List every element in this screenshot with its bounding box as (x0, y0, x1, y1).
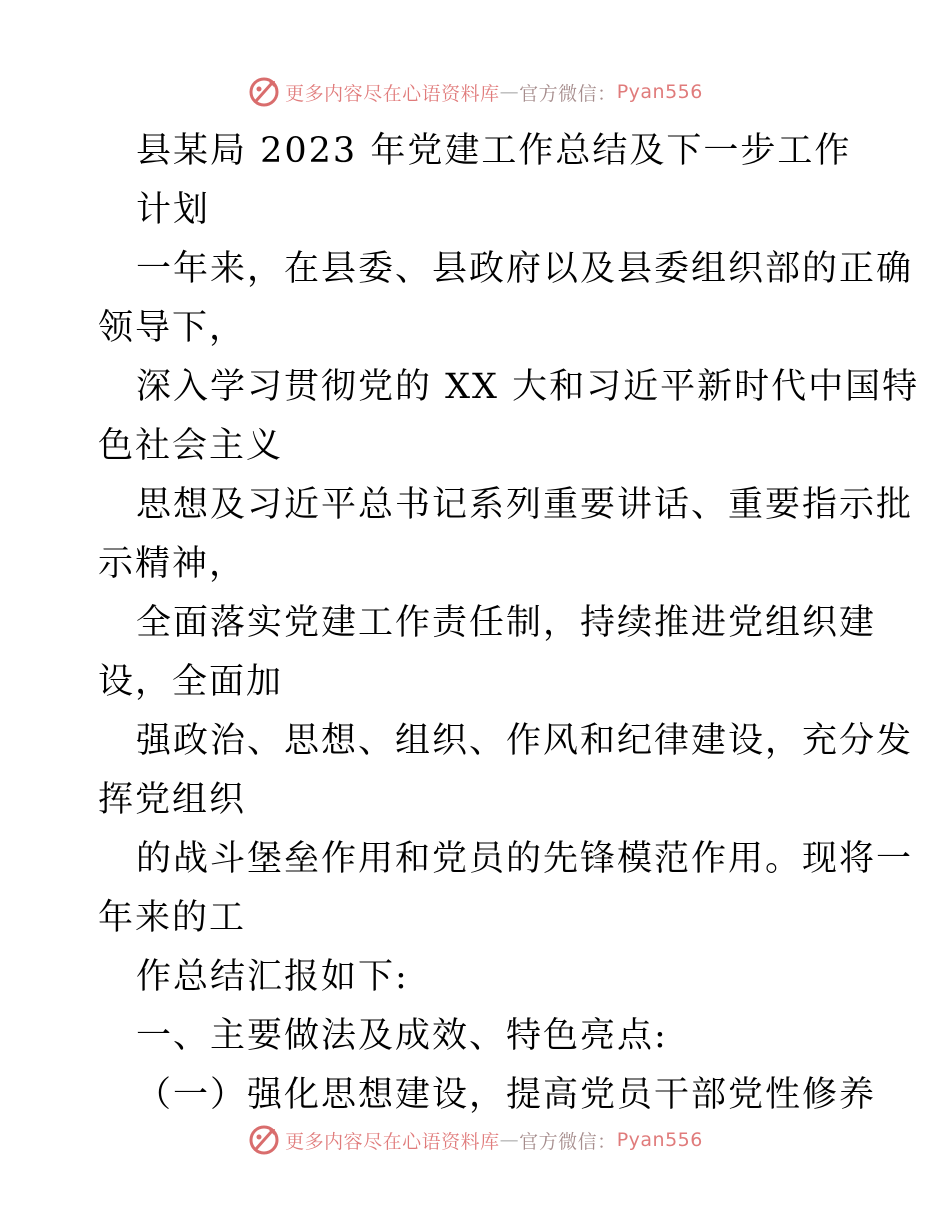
footer-separator: — (499, 1129, 520, 1151)
subsection-heading: （一）强化思想建设，提高党员干部党性修养 (136, 1075, 877, 1115)
section-heading: 一、主要做法及成效、特色亮点: (136, 1016, 668, 1056)
paragraph-line: 全面落实党建工作责任制，持续推进党组织建 (136, 603, 877, 643)
paragraph-line: 领导下， (98, 308, 247, 348)
paragraph-line: 挥党组织 (98, 780, 247, 820)
paragraph-line: 作总结汇报如下: (136, 957, 409, 997)
paragraph-line: 强政治、思想、组织、作风和纪律建设，充分发 (136, 721, 914, 761)
header-watermark-banner (0, 72, 950, 112)
footer-brand-text: 更多内容尽在心语资料库 (285, 1130, 500, 1153)
paragraph-line: 的战斗堡垒作用和党员的先锋模范作用。现将一 (136, 839, 914, 879)
header-separator: — (499, 81, 520, 103)
header-brand-text: 更多内容尽在心语资料库 (285, 82, 500, 105)
paragraph-line: 一年来，在县委、县政府以及县委组织部的正确 (136, 249, 914, 289)
paragraph-line: 思想及习近平总书记系列重要讲话、重要指示批 (136, 485, 914, 525)
footer-wechat-id: Pyan556 (616, 1129, 703, 1151)
document-title-line-2: 计划 (136, 190, 211, 230)
paragraph-line: 色社会主义 (98, 426, 284, 466)
header-wechat-id: Pyan556 (616, 81, 703, 103)
document-title-line-1: 县某局 2023 年党建工作总结及下一步工作 (136, 131, 852, 171)
footer-official-label: 官方微信： (519, 1130, 617, 1153)
paragraph-line: 示精神， (98, 544, 247, 584)
paragraph-line: 年来的工 (98, 898, 247, 938)
paragraph-line: 设，全面加 (98, 662, 284, 702)
footer-watermark-banner (0, 1120, 950, 1160)
quill-pen-seal-icon (247, 75, 281, 109)
header-official-label: 官方微信： (519, 82, 617, 105)
quill-pen-seal-icon (247, 1123, 281, 1157)
document-body (98, 122, 920, 1125)
paragraph-line: 深入学习贯彻党的 XX 大和习近平新时代中国特 (136, 367, 920, 407)
